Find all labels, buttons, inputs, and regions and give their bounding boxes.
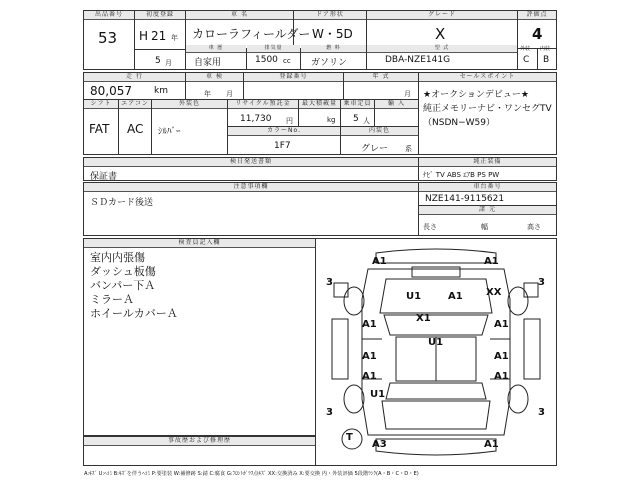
mark-windshield: X1 xyxy=(416,313,431,324)
car-name: カローラフィールダー xyxy=(192,27,311,41)
capacity-label: 乗車定員 xyxy=(341,100,374,109)
color-number: 1F7 xyxy=(274,141,291,151)
documents-label: 検日発送書類 xyxy=(84,158,418,167)
door-cell xyxy=(293,10,367,49)
inspector-note: ホイールカバーＡ xyxy=(90,307,178,320)
registration-era: H xyxy=(139,29,149,43)
lot-number: 53 xyxy=(98,29,118,47)
interior-color-label: 内装色 xyxy=(341,127,418,136)
length-label: 長さ xyxy=(423,223,437,231)
notes: ＳＤカード後送 xyxy=(90,198,154,208)
exterior-color: ｼﾙﾊﾞｰ xyxy=(158,127,181,137)
recycle-label: リサイクル預託金 xyxy=(228,100,298,109)
model-year-label: 年 式 xyxy=(344,73,418,82)
mark-rear-bumper-right: A1 xyxy=(484,439,499,450)
inspection-label: 車 検 xyxy=(186,73,243,82)
fuel-label: 燃 料 xyxy=(301,45,366,53)
mark-trunk: U1 xyxy=(370,389,386,400)
inspector-note: ミラーＡ xyxy=(90,293,134,306)
model-cell xyxy=(366,45,518,70)
mark-bumper-right: 3 xyxy=(538,277,545,288)
plate-label: 登録番号 xyxy=(244,73,343,82)
fixtures: ﾅﾋﾞ TV ABS ｴｱB PS PW xyxy=(423,171,500,179)
mark-quarter-right: 3 xyxy=(538,407,545,418)
mark-door-left: A1 xyxy=(362,351,377,362)
inspector-note: 室内内張傷 xyxy=(90,251,145,264)
sales-point-line: 純正メモリーナビ・ワンセグTV xyxy=(423,104,552,114)
interior-color-unit: 系 xyxy=(405,145,412,153)
mark-front-right: A1 xyxy=(484,256,499,267)
mark-rear-left: A1 xyxy=(362,371,377,382)
mileage-label: 走 行 xyxy=(84,73,185,82)
mark-door-right: A1 xyxy=(494,351,509,362)
score-label: 評価点 xyxy=(518,11,556,20)
width-label: 幅 xyxy=(481,223,488,231)
model-label: 型 式 xyxy=(367,45,517,53)
registration-month-unit: 月 xyxy=(165,59,172,67)
mark-hood-right: A1 xyxy=(448,291,463,302)
dimensions-cell xyxy=(418,205,557,236)
documents: 保証書 xyxy=(90,172,118,182)
mark-rear-bumper-left: A3 xyxy=(372,439,387,450)
model-year-cell xyxy=(343,72,419,100)
frame-label: 車台番号 xyxy=(419,183,556,192)
door-shape: W・5D xyxy=(312,27,353,41)
fuel-cell xyxy=(300,45,367,70)
mark-exchanged: XX xyxy=(486,287,502,298)
import-label: 輸 入 xyxy=(375,100,418,109)
grade: X xyxy=(435,25,446,43)
inspector-notes-cell xyxy=(83,238,316,436)
capacity-unit: 人 xyxy=(363,117,370,125)
inspector-notes-label: 検査員記入欄 xyxy=(84,239,315,248)
plate-cell xyxy=(243,72,344,100)
load-label: 最大積載量 xyxy=(299,100,340,109)
displacement-cell xyxy=(246,45,301,70)
inspection-year-unit: 年 xyxy=(204,90,211,98)
mark-roof: U1 xyxy=(428,337,444,348)
mark-tire: T xyxy=(346,432,353,443)
color-label: 外装色 xyxy=(152,100,227,109)
capacity: 5 xyxy=(353,114,359,124)
legend: A:ｷｽﾞ U:ﾍｺﾐ B:ｷｽﾞを伴うﾍｺﾐ P:要塗装 W:補修跡 S:錆 C:腐食 G:ﾌﾛﾝﾄｶﾞﾗｽ点ｷｽﾞ XX:交換済み X:要交換 内・外装評価 5段階ﾗﾝｸ(A・B・C・D・E) xyxy=(84,471,419,477)
registration-label: 初度登録 xyxy=(135,11,185,20)
use: 自家用 xyxy=(194,58,222,68)
model-year-month-unit: 月 xyxy=(404,90,411,98)
frame-cell xyxy=(418,182,557,206)
sales-point-cell xyxy=(418,72,557,155)
interior-label: 内装 xyxy=(540,46,551,52)
import-cell xyxy=(374,99,419,127)
interior-score: B xyxy=(543,55,550,65)
mark-bumper-left: 3 xyxy=(326,277,333,288)
recycle-unit: 円 xyxy=(286,117,293,125)
mileage: 80,057 xyxy=(90,84,132,98)
ext-int-cell xyxy=(517,48,557,70)
shift-label: シフト xyxy=(84,100,118,109)
car-name-label: 車 名 xyxy=(186,11,293,20)
inspection-cell xyxy=(185,72,244,100)
car-name-cell xyxy=(185,10,311,49)
air-conditioner: AC xyxy=(127,122,144,136)
model-code: DBA-NZE141G xyxy=(385,55,451,65)
color-cell xyxy=(151,99,228,155)
notes-cell xyxy=(83,182,419,236)
ac-label: エアコン xyxy=(119,100,151,109)
displacement-label: 排気量 xyxy=(247,45,300,53)
grade-cell xyxy=(366,10,518,49)
load-cell xyxy=(298,99,341,127)
inspector-note: ダッシュ板傷 xyxy=(90,265,156,278)
mark-front-left: A1 xyxy=(372,256,387,267)
grade-label: グレード xyxy=(367,11,517,20)
documents-cell xyxy=(83,157,419,181)
score: 4 xyxy=(532,25,543,43)
mark-fender-left: A1 xyxy=(362,319,377,330)
mark-fender-right: A1 xyxy=(494,319,509,330)
mark-quarter-left: 3 xyxy=(326,407,333,418)
interior-color-cell xyxy=(340,126,419,155)
displacement: 1500 xyxy=(255,55,278,65)
mark-rear-right: A1 xyxy=(494,371,509,382)
exterior-score: C xyxy=(523,55,530,65)
capacity-cell xyxy=(340,99,375,127)
use-cell xyxy=(185,45,247,70)
height-label: 高さ xyxy=(527,223,541,231)
use-label: 車 歴 xyxy=(186,45,246,53)
exterior-label: 外装 xyxy=(520,46,531,52)
sales-point-line: ★オークションデビュー★ xyxy=(423,90,529,100)
lot-cell xyxy=(83,10,135,70)
mark-hood-left: U1 xyxy=(406,291,422,302)
recycle-cell xyxy=(227,99,299,127)
registration-year: 21 xyxy=(151,29,167,43)
interior-color: グレー xyxy=(361,144,389,154)
displacement-unit: cc xyxy=(283,57,291,65)
dimensions-label: 諸 元 xyxy=(419,206,556,215)
frame-number: NZE141-9115621 xyxy=(425,194,505,204)
fixtures-cell xyxy=(418,157,557,181)
lot-label: 出品番号 xyxy=(84,11,134,20)
registration-month: 5 xyxy=(155,56,161,66)
fuel: ガソリン xyxy=(311,58,348,68)
mileage-unit: km xyxy=(154,86,168,96)
color-number-label: カラーNo. xyxy=(228,127,340,136)
shift: FAT xyxy=(89,122,110,136)
score-cell xyxy=(517,10,557,49)
mileage-cell xyxy=(83,72,186,100)
notes-label: 注意事項欄 xyxy=(84,183,418,192)
door-label: ドア形状 xyxy=(294,11,366,20)
sales-point-label: セールスポイント xyxy=(419,73,556,82)
inspector-note: バンパー下Ａ xyxy=(90,279,156,292)
inspection-month-unit: 月 xyxy=(226,90,233,98)
fixtures-label: 純正装備 xyxy=(419,158,556,167)
color-number-cell xyxy=(227,126,341,155)
registration-year-unit: 年 xyxy=(171,34,178,42)
ac-cell xyxy=(118,99,152,155)
load-unit: kg xyxy=(327,116,336,124)
damage-diagram xyxy=(315,238,557,466)
shift-cell xyxy=(83,99,119,155)
registration-cell xyxy=(134,10,186,70)
recycle-fee: 11,730 xyxy=(240,114,272,124)
history-cell xyxy=(83,436,316,466)
history-label: 事故歴および修理歴 xyxy=(84,437,315,446)
sales-point-line: （NSDN−W59） xyxy=(423,118,496,128)
